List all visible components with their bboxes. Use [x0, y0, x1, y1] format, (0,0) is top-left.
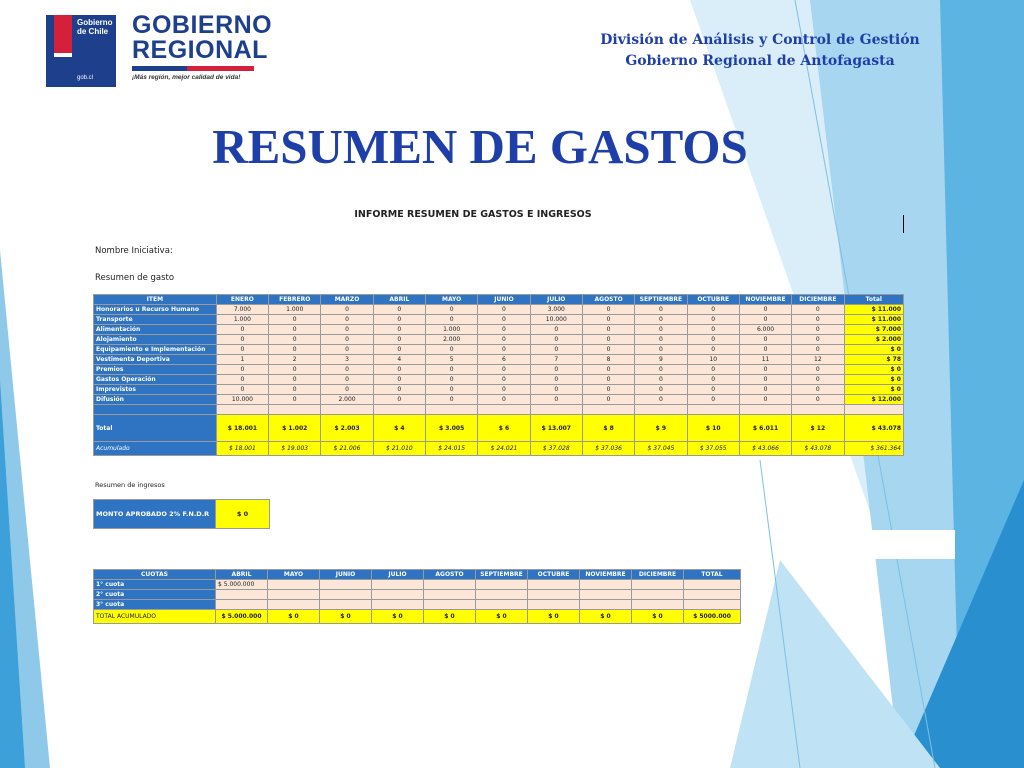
- cuota-cell: [632, 580, 684, 590]
- table-row: [94, 375, 904, 385]
- blank-cell: [739, 405, 791, 415]
- cuota-label: 1° cuota: [94, 580, 216, 590]
- total-acumulado-cell: $ 5.000.000: [216, 610, 268, 624]
- cuota-cell: [476, 600, 528, 610]
- cuota-cell: [424, 580, 476, 590]
- row-cell: 0: [792, 365, 844, 375]
- row-total: $ 12.000: [844, 395, 904, 405]
- row-cell: 2.000: [321, 395, 373, 405]
- total-cell: $ 13.007: [530, 415, 582, 442]
- monto-aprobado-value: $ 0: [216, 500, 270, 529]
- row-cell: 0: [269, 385, 321, 395]
- row-cell: 9: [635, 355, 687, 365]
- total-cell: $ 6.011: [739, 415, 791, 442]
- total-cell: $ 3.005: [426, 415, 478, 442]
- row-cell: 0: [373, 315, 425, 325]
- acumulado-cell: $ 21.010: [373, 442, 425, 456]
- cuota-cell: [268, 590, 320, 600]
- row-item-label: Difusión: [94, 395, 217, 405]
- row-cell: 0: [478, 325, 530, 335]
- row-cell: 0: [373, 335, 425, 345]
- row-cell: 0: [687, 395, 739, 405]
- row-cell: 0: [635, 305, 687, 315]
- table-row: [94, 355, 904, 365]
- blank-cell: [373, 405, 425, 415]
- row-cell: 0: [582, 365, 634, 375]
- column-header: DICIEMBRE: [792, 295, 844, 305]
- cuota-cell: [684, 590, 741, 600]
- cuota-cell: [476, 580, 528, 590]
- wordmark-line1: GOBIERNO: [132, 11, 273, 39]
- table-row: [94, 325, 904, 335]
- row-total: $ 2.000: [844, 335, 904, 345]
- acumulado-row: [94, 442, 904, 456]
- total-cell: $ 2.003: [321, 415, 373, 442]
- blank-cell: [426, 405, 478, 415]
- badge-url: gob.cl: [77, 75, 94, 81]
- acumulado-cell: $ 24.021: [478, 442, 530, 456]
- division-name: División de Análisis y Control de Gestión: [600, 32, 920, 48]
- total-acumulado-cell: $ 0: [320, 610, 372, 624]
- row-cell: 0: [792, 315, 844, 325]
- row-cell: 3: [321, 355, 373, 365]
- row-total: $ 0: [844, 385, 904, 395]
- row-cell: 0: [478, 305, 530, 315]
- column-header: NOVIEMBRE: [580, 570, 632, 580]
- resumen-ingresos-label: Resumen de ingresos: [95, 481, 165, 489]
- row-cell: 7: [530, 355, 582, 365]
- row-item-label: Imprevistos: [94, 385, 217, 395]
- row-cell: 10: [687, 355, 739, 365]
- row-cell: 0: [739, 335, 791, 345]
- cuota-cell: [372, 580, 424, 590]
- row-total: $ 11.000: [844, 315, 904, 325]
- row-cell: 0: [687, 335, 739, 345]
- cuotas-header-row: [94, 570, 741, 580]
- logo-color-bar: [132, 66, 254, 71]
- table-row: [94, 335, 904, 345]
- column-header: OCTUBRE: [687, 295, 739, 305]
- monto-aprobado-label: MONTO APROBADO 2% F.N.D.R: [94, 500, 216, 529]
- blank-cell: [530, 405, 582, 415]
- row-cell: 0: [426, 345, 478, 355]
- gobierno-de-chile-badge: [46, 15, 116, 87]
- row-cell: 11: [739, 355, 791, 365]
- cuota-cell: [320, 590, 372, 600]
- wordmark-line2: REGIONAL: [132, 36, 268, 64]
- acumulado-cell: $ 21.006: [321, 442, 373, 456]
- row-cell: 0: [739, 345, 791, 355]
- row-cell: 0: [687, 365, 739, 375]
- cuota-cell: [216, 600, 268, 610]
- blank-box: [843, 530, 955, 559]
- row-cell: 0: [216, 365, 268, 375]
- row-cell: 0: [373, 395, 425, 405]
- row-cell: 0: [269, 335, 321, 345]
- cuota-cell: [528, 600, 580, 610]
- column-header: NOVIEMBRE: [739, 295, 791, 305]
- row-cell: 5: [426, 355, 478, 365]
- cuota-cell: [580, 590, 632, 600]
- total-acumulado-cell: $ 0: [528, 610, 580, 624]
- row-cell: 0: [269, 315, 321, 325]
- row-cell: 0: [792, 325, 844, 335]
- row-cell: 0: [530, 385, 582, 395]
- column-header: MAYO: [426, 295, 478, 305]
- row-cell: 4: [373, 355, 425, 365]
- cuota-cell: [372, 600, 424, 610]
- row-cell: 0: [739, 385, 791, 395]
- column-header: JUNIO: [320, 570, 372, 580]
- row-cell: 0: [582, 375, 634, 385]
- row-cell: 8: [582, 355, 634, 365]
- cuota-cell: [632, 600, 684, 610]
- row-item-label: Alojamiento: [94, 335, 217, 345]
- row-cell: 0: [792, 305, 844, 315]
- column-header: DICIEMBRE: [632, 570, 684, 580]
- organization-name: Gobierno Regional de Antofagasta: [625, 53, 895, 69]
- table-row: [94, 365, 904, 375]
- row-cell: 0: [792, 335, 844, 345]
- row-cell: 0: [635, 385, 687, 395]
- total-acumulado-cell: $ 0: [580, 610, 632, 624]
- column-header: JULIO: [372, 570, 424, 580]
- ingresos-table: [93, 499, 270, 529]
- column-header: AGOSTO: [424, 570, 476, 580]
- column-header: MARZO: [321, 295, 373, 305]
- gastos-header-row: [94, 295, 904, 305]
- total-acumulado-cell: $ 0: [476, 610, 528, 624]
- row-total: $ 78: [844, 355, 904, 365]
- row-cell: 0: [739, 395, 791, 405]
- cuotas-table: [93, 569, 741, 624]
- cuota-cell: [268, 600, 320, 610]
- row-cell: 12: [792, 355, 844, 365]
- row-cell: 0: [530, 365, 582, 375]
- row-cell: 2.000: [426, 335, 478, 345]
- slide-title: RESUMEN DE GASTOS: [212, 119, 748, 174]
- column-header: MAYO: [268, 570, 320, 580]
- resumen-gasto-label: Resumen de gasto: [95, 273, 175, 283]
- row-cell: 0: [478, 385, 530, 395]
- cuota-cell: $ 5.000.000: [216, 580, 268, 590]
- row-cell: 0: [478, 395, 530, 405]
- cuota-cell: [320, 580, 372, 590]
- row-item-label: Vestimenta Deportiva: [94, 355, 217, 365]
- acumulado-cell: $ 37.036: [582, 442, 634, 456]
- row-cell: 0: [426, 365, 478, 375]
- blank-cell: [687, 405, 739, 415]
- column-header: ABRIL: [216, 570, 268, 580]
- row-cell: 0: [739, 375, 791, 385]
- row-cell: 0: [321, 335, 373, 345]
- row-cell: 0: [321, 315, 373, 325]
- row-cell: 0: [582, 305, 634, 315]
- blank-cell: [269, 405, 321, 415]
- row-item-label: Honorarios u Recurso Humano: [94, 305, 217, 315]
- cuota-cell: [268, 580, 320, 590]
- row-cell: 0: [530, 375, 582, 385]
- blank-row: [94, 405, 904, 415]
- total-acumulado-row: [94, 610, 741, 624]
- total-cell: $ 9: [635, 415, 687, 442]
- row-cell: 1.000: [426, 325, 478, 335]
- row-cell: 0: [530, 335, 582, 345]
- column-header: ITEM: [94, 295, 217, 305]
- row-cell: 0: [269, 375, 321, 385]
- row-cell: 0: [635, 315, 687, 325]
- row-cell: 0: [582, 385, 634, 395]
- table-row: [94, 315, 904, 325]
- total-cell: $ 10: [687, 415, 739, 442]
- column-header: JULIO: [530, 295, 582, 305]
- row-cell: 0: [373, 385, 425, 395]
- total-cell: $ 8: [582, 415, 634, 442]
- row-cell: 0: [269, 345, 321, 355]
- acumulado-cell: $ 37.055: [687, 442, 739, 456]
- row-cell: 0: [216, 325, 268, 335]
- row-cell: 0: [582, 335, 634, 345]
- row-cell: 0: [792, 345, 844, 355]
- row-cell: 0: [478, 375, 530, 385]
- total-acumulado-total: $ 5000.000: [684, 610, 741, 624]
- blank-total-cell: [844, 405, 904, 415]
- row-cell: 0: [687, 345, 739, 355]
- total-acumulado-cell: $ 0: [372, 610, 424, 624]
- text-cursor: [903, 215, 904, 233]
- row-cell: 0: [321, 305, 373, 315]
- badge-line1: Gobierno: [77, 18, 113, 27]
- table-row: [94, 590, 741, 600]
- row-cell: 7.000: [216, 305, 268, 315]
- acumulado-cell: $ 43.078: [792, 442, 844, 456]
- column-header: FEBRERO: [269, 295, 321, 305]
- row-cell: 0: [582, 315, 634, 325]
- row-cell: 0: [269, 395, 321, 405]
- acumulado-cell: $ 18.001: [216, 442, 268, 456]
- row-cell: 0: [321, 325, 373, 335]
- row-cell: 0: [321, 385, 373, 395]
- row-cell: 0: [582, 345, 634, 355]
- row-cell: 0: [687, 315, 739, 325]
- nombre-iniciativa-label: Nombre Iniciativa:: [95, 246, 173, 256]
- flag-red: [54, 15, 72, 53]
- row-cell: 0: [269, 325, 321, 335]
- row-cell: 0: [321, 365, 373, 375]
- row-cell: 0: [426, 315, 478, 325]
- row-cell: 6: [478, 355, 530, 365]
- cuota-cell: [580, 600, 632, 610]
- column-header: OCTUBRE: [528, 570, 580, 580]
- table-row: [94, 600, 741, 610]
- row-cell: 0: [687, 385, 739, 395]
- blank-cell: [792, 405, 844, 415]
- column-header: ENERO: [216, 295, 268, 305]
- total-acumulado-cell: $ 0: [424, 610, 476, 624]
- cuota-cell: [684, 580, 741, 590]
- row-cell: 1.000: [269, 305, 321, 315]
- row-cell: 10.000: [216, 395, 268, 405]
- total-acumulado-label: TOTAL ACUMULADO: [94, 610, 216, 624]
- cuota-cell: [528, 590, 580, 600]
- row-cell: 0: [321, 345, 373, 355]
- cuota-cell: [632, 590, 684, 600]
- badge-text: [77, 18, 113, 36]
- row-total: $ 0: [844, 375, 904, 385]
- row-total: $ 0: [844, 365, 904, 375]
- row-cell: 0: [373, 345, 425, 355]
- row-cell: 0: [426, 395, 478, 405]
- acumulado-label: Acumulado: [94, 442, 217, 456]
- column-header: TOTAL: [684, 570, 741, 580]
- blank-cell: [321, 405, 373, 415]
- row-total: $ 7.000: [844, 325, 904, 335]
- acumulado-cell: $ 43.066: [739, 442, 791, 456]
- row-cell: 0: [687, 325, 739, 335]
- row-cell: 0: [426, 305, 478, 315]
- row-cell: 0: [269, 365, 321, 375]
- cuota-cell: [320, 600, 372, 610]
- logo-wordmark: [132, 13, 272, 63]
- row-item-label: Premios: [94, 365, 217, 375]
- total-cell: $ 4: [373, 415, 425, 442]
- row-cell: 0: [426, 375, 478, 385]
- cuota-cell: [424, 590, 476, 600]
- gobierno-regional-logo: [46, 11, 273, 88]
- cuota-cell: [424, 600, 476, 610]
- cuota-cell: [372, 590, 424, 600]
- cuota-cell: [580, 580, 632, 590]
- row-cell: 0: [478, 365, 530, 375]
- cuota-cell: [476, 590, 528, 600]
- row-cell: 0: [530, 395, 582, 405]
- row-cell: 0: [635, 325, 687, 335]
- row-total: $ 11.000: [844, 305, 904, 315]
- row-cell: 0: [687, 305, 739, 315]
- column-header: SEPTIEMBRE: [476, 570, 528, 580]
- row-cell: 0: [530, 345, 582, 355]
- column-header: Total: [844, 295, 904, 305]
- row-cell: 0: [792, 375, 844, 385]
- row-cell: 0: [635, 365, 687, 375]
- row-item-label: Transporte: [94, 315, 217, 325]
- row-cell: 0: [478, 335, 530, 345]
- blank-cell: [635, 405, 687, 415]
- total-acumulado-cell: $ 0: [268, 610, 320, 624]
- acumulado-cell: $ 24.015: [426, 442, 478, 456]
- blank-item-cell: [94, 405, 217, 415]
- report-title: INFORME RESUMEN DE GASTOS E INGRESOS: [354, 209, 592, 220]
- row-cell: 0: [216, 345, 268, 355]
- row-cell: 0: [216, 375, 268, 385]
- row-cell: 0: [373, 375, 425, 385]
- total-cell: $ 12: [792, 415, 844, 442]
- row-cell: 0: [478, 345, 530, 355]
- row-cell: 0: [792, 395, 844, 405]
- row-cell: 0: [582, 395, 634, 405]
- row-cell: 0: [739, 365, 791, 375]
- row-item-label: Alimentación: [94, 325, 217, 335]
- row-cell: 6.000: [739, 325, 791, 335]
- cuota-cell: [216, 590, 268, 600]
- row-cell: 0: [582, 325, 634, 335]
- blank-cell: [582, 405, 634, 415]
- table-row: [94, 345, 904, 355]
- row-item-label: Gastos Operación: [94, 375, 217, 385]
- row-cell: 0: [635, 395, 687, 405]
- row-cell: 0: [687, 375, 739, 385]
- cuota-cell: [528, 580, 580, 590]
- flag-white: [54, 53, 72, 57]
- row-total: $ 0: [844, 345, 904, 355]
- logo-tagline: ¡Más región, mejor calidad de vida!: [132, 74, 241, 81]
- row-cell: 3.000: [530, 305, 582, 315]
- row-cell: 0: [216, 385, 268, 395]
- blank-cell: [216, 405, 268, 415]
- acumulado-cell: $ 19.003: [269, 442, 321, 456]
- column-header: SEPTIEMBRE: [635, 295, 687, 305]
- column-header: CUOTAS: [94, 570, 216, 580]
- table-row: [94, 580, 741, 590]
- row-cell: 0: [373, 325, 425, 335]
- row-cell: 0: [321, 375, 373, 385]
- total-acumulado-cell: $ 0: [632, 610, 684, 624]
- row-cell: 1: [216, 355, 268, 365]
- row-cell: 0: [426, 385, 478, 395]
- blank-cell: [478, 405, 530, 415]
- row-cell: 0: [635, 375, 687, 385]
- row-cell: 1.000: [216, 315, 268, 325]
- row-cell: 0: [739, 305, 791, 315]
- row-cell: 0: [530, 325, 582, 335]
- table-row: [94, 305, 904, 315]
- cuota-cell: [684, 600, 741, 610]
- column-header: AGOSTO: [582, 295, 634, 305]
- row-item-label: Equipamiento e Implementación: [94, 345, 217, 355]
- acumulado-cell: $ 37.028: [530, 442, 582, 456]
- acumulado-cell: $ 37.045: [635, 442, 687, 456]
- row-cell: 2: [269, 355, 321, 365]
- row-cell: 0: [635, 345, 687, 355]
- badge-line2: de Chile: [77, 27, 109, 36]
- row-cell: 0: [216, 335, 268, 345]
- division-header: [560, 30, 960, 72]
- table-row: [94, 385, 904, 395]
- gastos-table: [93, 294, 904, 456]
- row-cell: 0: [739, 315, 791, 325]
- row-cell: 0: [635, 335, 687, 345]
- total-cell: $ 6: [478, 415, 530, 442]
- cuota-label: 2° cuota: [94, 590, 216, 600]
- column-header: ABRIL: [373, 295, 425, 305]
- row-cell: 0: [792, 385, 844, 395]
- total-label: Total: [94, 415, 217, 442]
- column-header: JUNIO: [478, 295, 530, 305]
- row-cell: 0: [373, 365, 425, 375]
- acumulado-total: $ 361.364: [844, 442, 904, 456]
- row-cell: 10.000: [530, 315, 582, 325]
- row-cell: 0: [478, 315, 530, 325]
- table-row: [94, 395, 904, 405]
- total-row: [94, 415, 904, 442]
- cuota-label: 3° cuota: [94, 600, 216, 610]
- row-cell: 0: [373, 305, 425, 315]
- total-cell: $ 1.002: [269, 415, 321, 442]
- total-total: $ 43.078: [844, 415, 904, 442]
- total-cell: $ 18.001: [216, 415, 268, 442]
